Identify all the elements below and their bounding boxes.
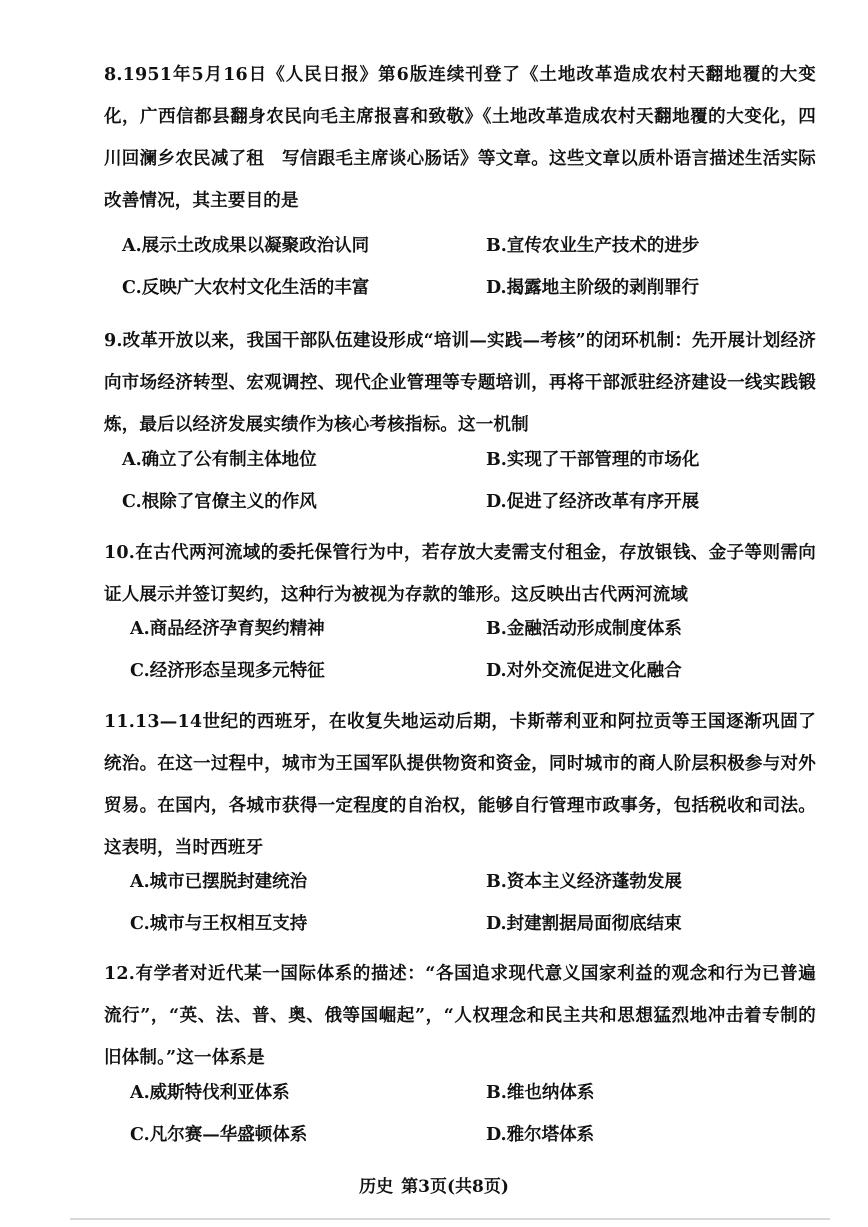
option-label: A. [122, 450, 142, 470]
option-label: C. [130, 914, 150, 934]
option-text: 反映广大农村文化生活的丰富 [141, 278, 370, 298]
option-label: B. [486, 1083, 507, 1103]
question-9-option-b [486, 448, 699, 472]
question-number: 11. [104, 712, 136, 732]
question-8-option-c [122, 276, 369, 300]
option-text: 经济形态呈现多元特征 [149, 661, 325, 681]
question-11-stem [104, 701, 816, 869]
option-label: B. [486, 236, 507, 256]
option-text: 凡尔赛—华盛顿体系 [149, 1125, 308, 1145]
question-11-option-d [486, 912, 682, 936]
page-footer [0, 1172, 868, 1197]
option-text: 威斯特伐利亚体系 [149, 1083, 290, 1103]
option-text: 资本主义经济蓬勃发展 [506, 872, 682, 892]
question-10-option-a [130, 617, 325, 641]
option-label: C. [130, 661, 150, 681]
question-9-stem [104, 320, 816, 446]
option-label: C. [122, 278, 142, 298]
question-12-option-c [130, 1123, 307, 1147]
question-text: 1951年5月16日《人民日报》第6版连续刊登了《土地改革造成农村天翻地覆的大变化，广西信都县翻身农民向毛主席报喜和致敬》《土地改革造成农村天翻地覆的大变化，四川回澜乡农民减了租 写信跟毛主席谈心肠话》等文章。这些文章以质朴语言描述生活实际改善情况，其主要目的是 [104, 65, 816, 211]
question-8-stem [104, 54, 816, 222]
question-number: 9. [104, 331, 123, 351]
option-text: 商品经济孕育契约精神 [149, 619, 325, 639]
option-label: B. [486, 619, 507, 639]
option-text: 揭露地主阶级的剥削罪行 [506, 278, 700, 298]
option-label: A. [130, 872, 150, 892]
option-text: 实现了干部管理的市场化 [506, 450, 700, 470]
question-text: 有学者对近代某一国际体系的描述：“各国追求现代意义国家利益的观念和行为已普遍流行”，“英、法、普、奥、俄等国崛起”，“人权理念和民主共和思想猛烈地冲击着专制的旧体制。”这一体系是 [104, 964, 816, 1068]
option-text: 雅尔塔体系 [506, 1125, 595, 1145]
option-text: 促进了经济改革有序开展 [506, 492, 700, 512]
question-number: 8. [104, 65, 123, 85]
question-12-option-b [486, 1081, 594, 1105]
question-8-option-b [486, 234, 699, 258]
option-text: 城市与王权相互支持 [149, 914, 308, 934]
question-9-option-d [486, 490, 699, 514]
bottom-divider [70, 1218, 830, 1220]
option-label: B. [486, 872, 507, 892]
question-8-option-d [486, 276, 699, 300]
question-text: 13—14世纪的西班牙，在收复失地运动后期，卡斯蒂利亚和阿拉贡等王国逐渐巩固了统治。在这一过程中，城市为王国军队提供物资和资金，同时城市的商人阶层积极参与对外贸易。在国内，各城市获得一定程度的自治权，能够自行管理市政事务，包括税收和司法。这表明，当时西班牙 [104, 712, 816, 858]
option-label: A. [130, 1083, 150, 1103]
option-text: 城市已摆脱封建统治 [149, 872, 308, 892]
footer-subject: 历史 [359, 1177, 394, 1197]
question-11-option-a [130, 870, 307, 894]
question-text: 改革开放以来，我国干部队伍建设形成“培训—实践—考核”的闭环机制：先开展计划经济向市场经济转型、宏观调控、现代企业管理等专题培训，再将干部派驻经济建设一线实践锻炼，最后以经济发展实绩作为核心考核指标。这一机制 [104, 331, 816, 435]
option-label: D. [486, 1125, 507, 1145]
option-label: A. [130, 619, 150, 639]
question-number: 10. [104, 543, 136, 563]
option-label: D. [486, 278, 507, 298]
option-text: 维也纳体系 [506, 1083, 595, 1103]
question-11-option-b [486, 870, 682, 894]
footer-page-number: 第3页(共8页) [401, 1177, 509, 1197]
option-text: 对外交流促进文化融合 [506, 661, 682, 681]
question-10-option-b [486, 617, 682, 641]
option-text: 金融活动形成制度体系 [506, 619, 682, 639]
question-10-option-c [130, 659, 325, 683]
question-12-option-a [130, 1081, 290, 1105]
option-text: 展示土改成果以凝聚政治认同 [141, 236, 370, 256]
option-label: C. [122, 492, 142, 512]
option-text: 宣传农业生产技术的进步 [506, 236, 700, 256]
option-label: D. [486, 492, 507, 512]
question-12-stem [104, 953, 816, 1079]
option-label: A. [122, 236, 142, 256]
question-10-stem [104, 532, 816, 616]
option-text: 确立了公有制主体地位 [141, 450, 317, 470]
question-12-option-d [486, 1123, 594, 1147]
question-9-option-c [122, 490, 317, 514]
option-text: 封建割据局面彻底结束 [506, 914, 682, 934]
question-9-option-a [122, 448, 317, 472]
option-text: 根除了官僚主义的作风 [141, 492, 317, 512]
question-10-option-d [486, 659, 682, 683]
question-number: 12. [104, 964, 136, 984]
option-label: B. [486, 450, 507, 470]
question-11-option-c [130, 912, 307, 936]
option-label: D. [486, 914, 507, 934]
option-label: D. [486, 661, 507, 681]
option-label: C. [130, 1125, 150, 1145]
question-text: 在古代两河流域的委托保管行为中，若存放大麦需支付租金，存放银钱、金子等则需向证人展示并签订契约，这种行为被视为存款的雏形。这反映出古代两河流域 [104, 543, 816, 605]
question-8-option-a [122, 234, 369, 258]
